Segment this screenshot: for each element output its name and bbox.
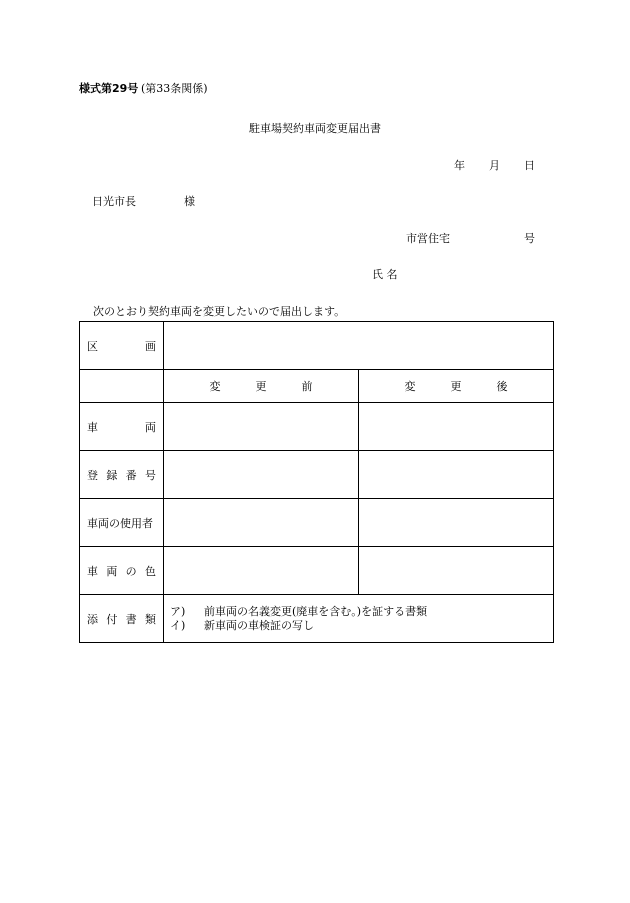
row-label-char: の	[125, 564, 137, 578]
header-row	[80, 370, 554, 403]
row-label	[80, 499, 164, 547]
section-row	[80, 322, 554, 370]
applicant-name-label: 氏 名	[372, 268, 398, 281]
user-after-field[interactable]	[359, 499, 554, 547]
before-change-header	[164, 370, 359, 403]
header-char: 更	[255, 380, 267, 393]
row-label-char: 色	[144, 564, 156, 578]
header-char: 更	[450, 380, 462, 393]
row-label-text: 車両の使用者	[87, 516, 153, 530]
attachment-item	[164, 605, 553, 619]
registration-row	[80, 451, 554, 499]
vehicle-before-field[interactable]	[164, 403, 359, 451]
housing-label: 市営住宅	[406, 232, 450, 245]
vehicle-row	[80, 403, 554, 451]
user-row	[80, 499, 554, 547]
attachment-text: 新車両の車検証の写し	[204, 618, 314, 632]
row-label-char: 登	[87, 468, 98, 482]
color-row	[80, 547, 554, 595]
row-label	[80, 451, 164, 499]
addressee-suffix: 様	[184, 195, 195, 208]
change-table	[79, 321, 554, 643]
section-value-field[interactable]	[164, 322, 554, 370]
attachments-row	[80, 595, 554, 643]
row-label-char: 類	[144, 612, 156, 626]
color-after-field[interactable]	[359, 547, 554, 595]
attachment-item	[164, 619, 553, 633]
row-label-char: 書	[125, 612, 137, 626]
attachment-mark: ア)	[170, 604, 186, 618]
registration-before-field[interactable]	[164, 451, 359, 499]
after-change-header	[359, 370, 554, 403]
row-label	[80, 595, 164, 643]
addressee-name: 日光市長	[92, 195, 136, 208]
header-char: 前	[301, 380, 313, 393]
form-reference: (第33条関係)	[141, 82, 208, 95]
row-label-char: 車	[87, 564, 98, 578]
header-char: 変	[404, 380, 416, 393]
section-label	[80, 322, 164, 370]
row-label	[80, 547, 164, 595]
intro-text: 次のとおり契約車両を変更したいので届出します。	[93, 305, 346, 318]
row-label-char: 録	[106, 468, 118, 482]
header-empty	[80, 370, 164, 403]
header-char: 変	[209, 380, 221, 393]
form-number: 様式第29号	[79, 82, 139, 95]
row-label	[80, 403, 164, 451]
attachment-mark: イ)	[170, 618, 186, 632]
row-label-char: 添	[87, 612, 98, 626]
color-before-field[interactable]	[164, 547, 359, 595]
row-label-char: 車	[87, 420, 98, 434]
date-day: 日	[524, 159, 535, 172]
registration-after-field[interactable]	[359, 451, 554, 499]
date-month: 月	[489, 159, 500, 172]
row-label-char: 両	[106, 564, 118, 578]
row-label-char: 付	[106, 612, 118, 626]
row-label-char: 番	[125, 468, 137, 482]
header-char: 後	[496, 380, 508, 393]
user-before-field[interactable]	[164, 499, 359, 547]
attachment-text: 前車両の名義変更(廃車を含む。)を証する書類	[204, 604, 428, 618]
housing-number-suffix: 号	[524, 232, 535, 245]
row-label-char: 号	[144, 468, 156, 482]
row-label-char: 両	[145, 420, 156, 434]
section-label-char: 画	[145, 339, 156, 353]
date-year: 年	[454, 159, 465, 172]
section-label-char: 区	[87, 339, 98, 353]
attachments-cell	[164, 595, 554, 643]
vehicle-after-field[interactable]	[359, 403, 554, 451]
document-title: 駐車場契約車両変更届出書	[249, 122, 381, 135]
